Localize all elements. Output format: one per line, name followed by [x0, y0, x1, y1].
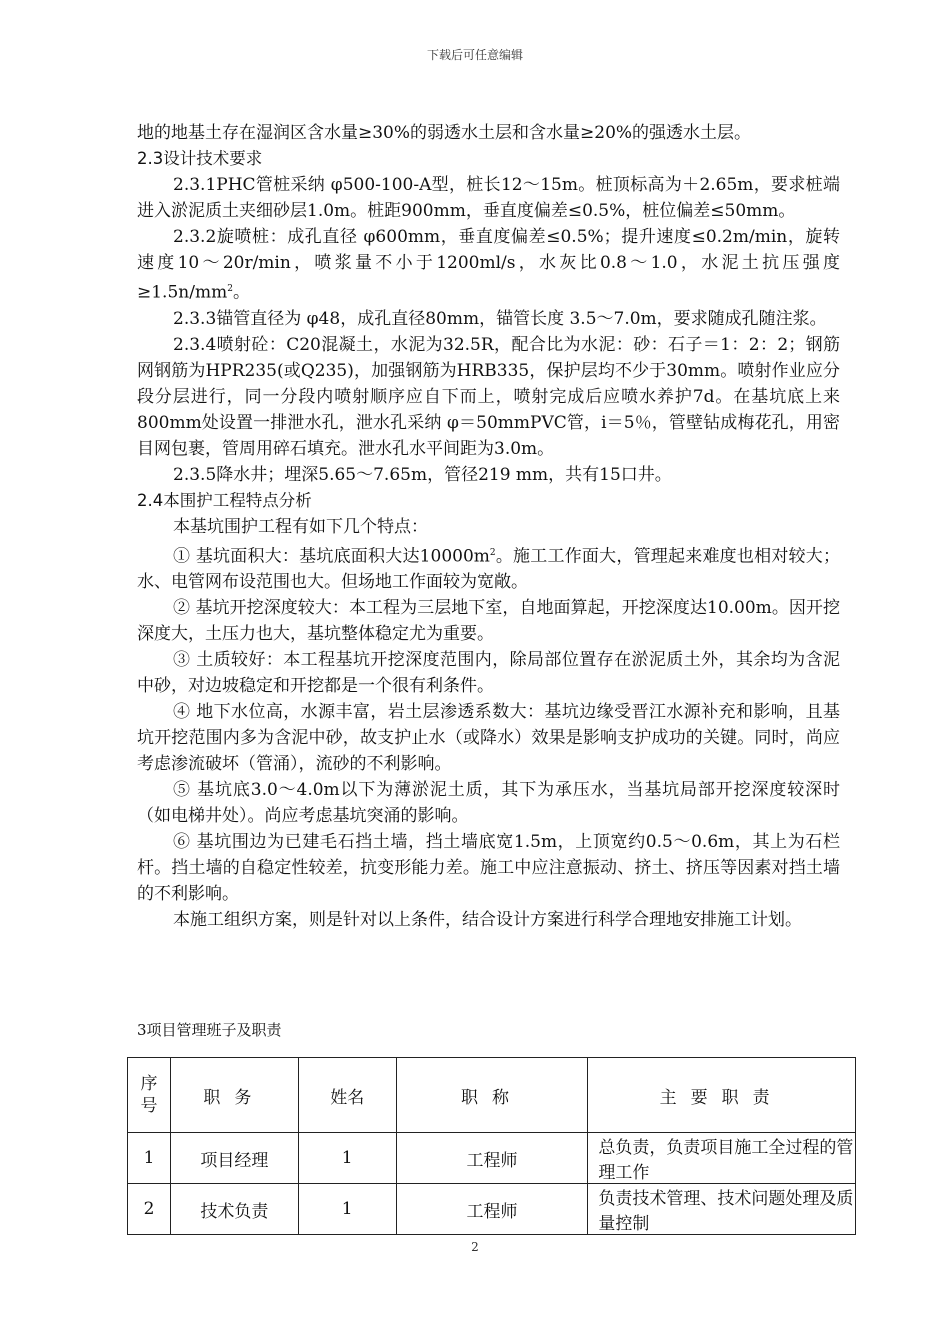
superscript-2: 2 [489, 547, 496, 558]
paragraph-2-3-5: 2.3.5降水井；埋深5.65～7.65m，管径219 mm，共有15口井。 [173, 464, 672, 485]
cell-no: 2 [128, 1184, 171, 1235]
superscript-2: 2 [227, 284, 233, 294]
cell-title: 工程师 [396, 1184, 588, 1235]
header-no: 序号 [128, 1058, 171, 1133]
paragraph-2-4-intro: 本基坑围护工程有如下几个特点： [173, 516, 428, 537]
paragraph-2-3-2 [137, 224, 840, 306]
responsibility-table [127, 1057, 856, 1235]
paragraph-2-3-1: 2.3.1PHC管桩采纳 φ500-100-A型，桩长12～15m。桩顶标高为＋2.65m，要求桩端进入淤泥质土夹细砂层1.0m。桩距900mm，垂直度偏差≤0.5%，桩位偏差≤50mm。 [137, 175, 840, 221]
section-3-title: 3项目管理班子及职责 [137, 1021, 282, 1039]
header-duty: 主要职责 [588, 1058, 856, 1133]
list-item-1-text: ① 基坑面积大：基坑底面积大达10000m [173, 546, 490, 567]
list-item-1 [137, 540, 840, 596]
closing-paragraph: 本施工组织方案，则是针对以上条件，结合设计方案进行科学合理地安排施工计划。 [173, 910, 802, 931]
page-number: 2 [471, 1240, 479, 1254]
table-row [128, 1184, 856, 1235]
paragraph-2-3-4: 2.3.4喷射砼：C20混凝土，水泥为32.5R，配合比为水泥：砂：石子＝1：2：2；钢筋网钢筋为HPR235(或Q235)，加强钢筋为HRB335，保护层均不少于30mm。喷射作业应分段分层进行，同一分段内喷射顺序应自下而上，喷射完成后应喷水养护7d。在基坑底上来800mm处设置一排泄水孔，泄水孔采纳 φ＝50mmPVC管，i＝5％，管壁钻成梅花孔，用密目网包裹，管周用碎石填充。泄水孔水平间距为3.0m。 [137, 334, 840, 459]
table-row [128, 1133, 856, 1184]
cell-no: 1 [128, 1133, 171, 1184]
list-item-4: ④ 地下水位高，水源丰富，岩土层渗透系数大：基坑边缘受晋江水源补充和影响，且基坑开挖范围内多为含泥中砂，故支护止水（或降水）效果是影响支护成功的关键。同时，尚应考虑渗流破坏（管涌），流砂的不利影响。 [137, 702, 840, 775]
list-item-5: ⑤ 基坑底3.0～4.0m以下为薄淤泥土质，其下为承压水，当基坑局部开挖深度较深时（如电梯井处）。尚应考虑基坑突涌的影响。 [137, 780, 840, 827]
cell-title: 工程师 [396, 1133, 588, 1184]
table-header-row [128, 1058, 856, 1133]
list-item-1-rest: 。施工工作面大，管理起来难度也相对较大；水、电管网布设范围也大。但场地工作面较为宽敞。 [137, 546, 840, 593]
heading-2-3: 2.3设计技术要求 [137, 149, 263, 168]
heading-2-4: 2.4本围护工程特点分析 [137, 490, 312, 510]
cell-count: 1 [298, 1184, 396, 1235]
paragraph-intro: 地的地基土存在湿润区含水量≥30%的弱透水土层和含水量≥20%的强透水土层。 [137, 123, 752, 143]
page-header: 下载后可任意编辑 [426, 48, 523, 62]
cell-duty: 总负责，负责项目施工全过程的管理工作 [588, 1133, 856, 1184]
paragraph-2-3-3: 2.3.3锚管直径为 φ48，成孔直径80mm，锚管长度 3.5～7.0m，要求随成孔随注浆。 [173, 308, 827, 329]
paragraph-2-3-2-text: 2.3.2旋喷桩：成孔直径 φ600mm，垂直度偏差≤0.5%；提升速度≤0.2m/min，旋转速度10～20r/min，喷浆量不小于1200ml/s，水灰比0.8～1.0，水泥土抗压强度≥1.5n/mm [137, 227, 840, 303]
cell-count: 1 [298, 1133, 396, 1184]
header-role: 职务 [170, 1058, 298, 1133]
cell-role: 技术负责 [170, 1184, 298, 1235]
header-name: 姓名 [298, 1058, 396, 1133]
document-body [137, 120, 840, 933]
list-item-2: ② 基坑开挖深度较大：本工程为三层地下室，自地面算起，开挖深度达10.00m。因开挖深度大，土压力也大，基坑整体稳定尤为重要。 [137, 598, 840, 645]
cell-role: 项目经理 [170, 1133, 298, 1184]
list-item-3: ③ 土质较好：本工程基坑开挖深度范围内，除局部位置存在淤泥质土外，其余均为含泥中砂，对边坡稳定和开挖都是一个很有利条件。 [137, 650, 840, 697]
cell-duty: 负责技术管理、技术问题处理及质量控制 [588, 1184, 856, 1235]
list-item-6: ⑥ 基坑围边为已建毛石挡土墙，挡土墙底宽1.5m，上顶宽约0.5～0.6m，其上为石栏杆。挡土墙的自稳定性较差，抗变形能力差。施工中应注意振动、挤土、挤压等因素对挡土墙的不利影响。 [137, 832, 840, 905]
header-title: 职称 [396, 1058, 588, 1133]
paragraph-2-3-2-end: 。 [232, 282, 250, 303]
